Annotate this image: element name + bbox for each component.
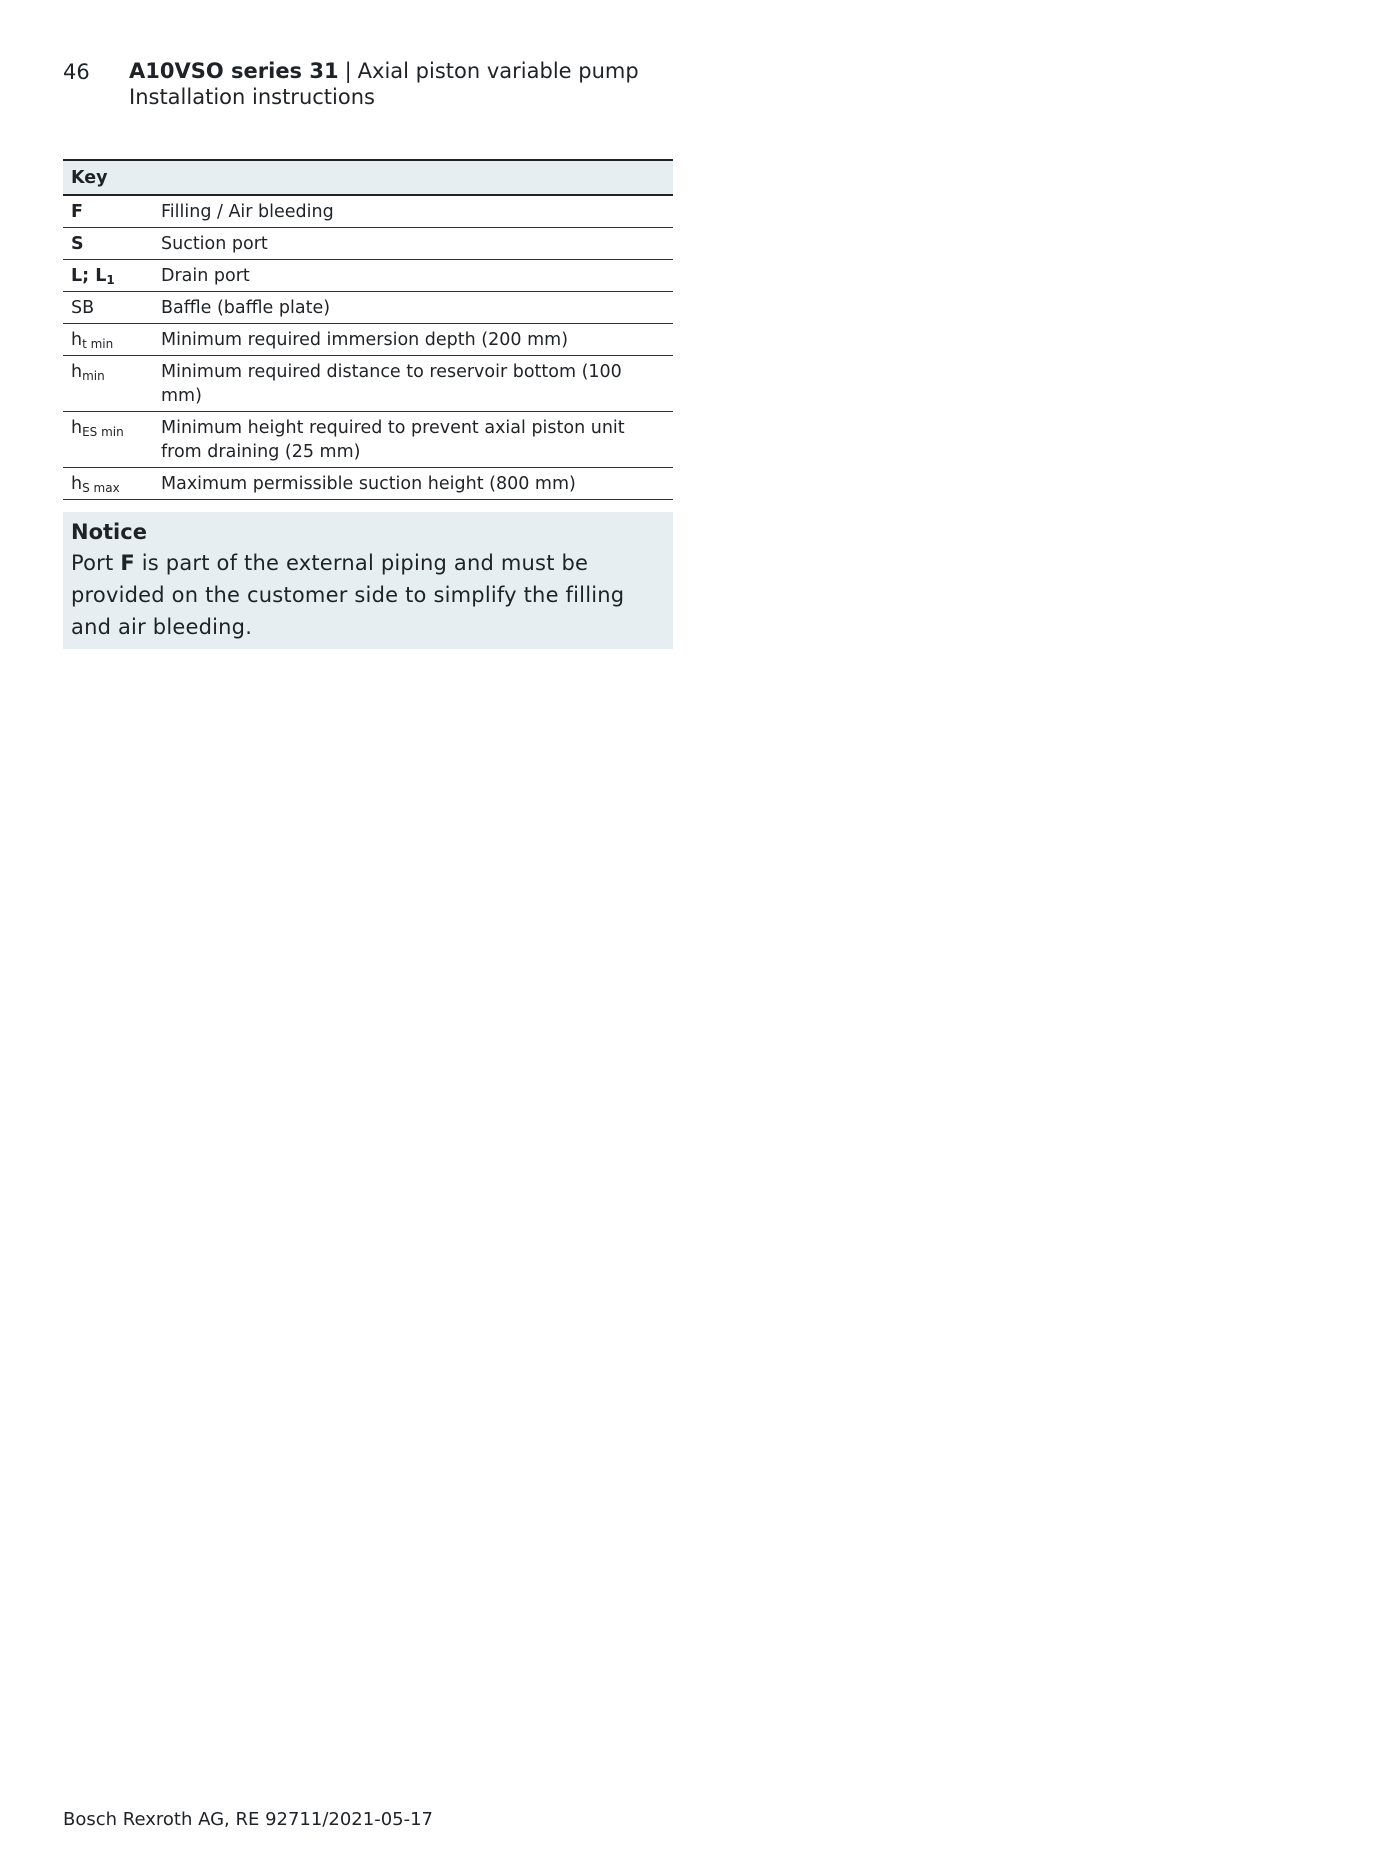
key-description: Baffle (baffle plate) <box>153 292 673 324</box>
key-description: Minimum required immersion depth (200 mm) <box>153 324 673 356</box>
table-row <box>63 260 673 292</box>
document-subtitle: Axial piston variable pump <box>357 59 639 83</box>
key-symbol-subscript: t min <box>82 337 114 351</box>
key-symbol-text: h <box>71 362 83 382</box>
key-symbol-subscript: ES min <box>82 425 124 439</box>
key-symbol <box>63 195 153 228</box>
section-title: Installation instructions <box>129 85 375 109</box>
notice-title: Notice <box>71 520 147 544</box>
key-symbol-text: SB <box>71 298 95 318</box>
key-description: Minimum required distance to reservoir bottom (100 mm) <box>153 356 673 412</box>
table-row <box>63 324 673 356</box>
key-symbol <box>63 292 153 324</box>
key-symbol <box>63 228 153 260</box>
key-symbol <box>63 260 153 292</box>
page-number: 46 <box>63 60 90 84</box>
table-row <box>63 412 673 468</box>
notice-text-after: is part of the external piping and must be provided on the customer side to simplify the filling and air bleeding. <box>71 551 625 639</box>
header-separator: | <box>344 59 352 83</box>
key-table-header-row <box>63 160 673 195</box>
key-symbol <box>63 324 153 356</box>
key-symbol-text: F <box>71 202 83 222</box>
key-symbol <box>63 468 153 500</box>
notice-text-before: Port <box>71 551 121 575</box>
page-footer: Bosch Rexroth AG, RE 92711/2021-05-17 <box>63 1809 434 1830</box>
table-row <box>63 228 673 260</box>
key-symbol-subscript: min <box>82 369 105 383</box>
key-table <box>63 159 673 500</box>
key-symbol <box>63 412 153 468</box>
key-symbol-subscript: S max <box>82 481 120 495</box>
key-description: Filling / Air bleeding <box>153 195 673 228</box>
document-title: A10VSO series 31 <box>129 59 339 83</box>
key-symbol-text: h <box>71 330 83 350</box>
key-symbol-subscript: 1 <box>106 273 115 287</box>
key-symbol-text: L; L <box>71 266 107 286</box>
key-description: Maximum permissible suction height (800 mm) <box>153 468 673 500</box>
notice-port-term: F <box>120 551 135 575</box>
key-description: Minimum height required to prevent axial piston unit from draining (25 mm) <box>153 412 673 468</box>
key-symbol <box>63 356 153 412</box>
key-symbol-text: h <box>71 418 83 438</box>
table-row <box>63 292 673 324</box>
key-description: Drain port <box>153 260 673 292</box>
table-row <box>63 468 673 500</box>
key-symbol-text: h <box>71 474 83 494</box>
header-text <box>129 58 639 110</box>
table-row <box>63 195 673 228</box>
key-description: Suction port <box>153 228 673 260</box>
notice-box <box>63 512 673 649</box>
key-symbol-text: S <box>71 234 84 254</box>
notice-body <box>71 547 665 643</box>
table-row <box>63 356 673 412</box>
key-table-heading: Key <box>63 160 673 195</box>
